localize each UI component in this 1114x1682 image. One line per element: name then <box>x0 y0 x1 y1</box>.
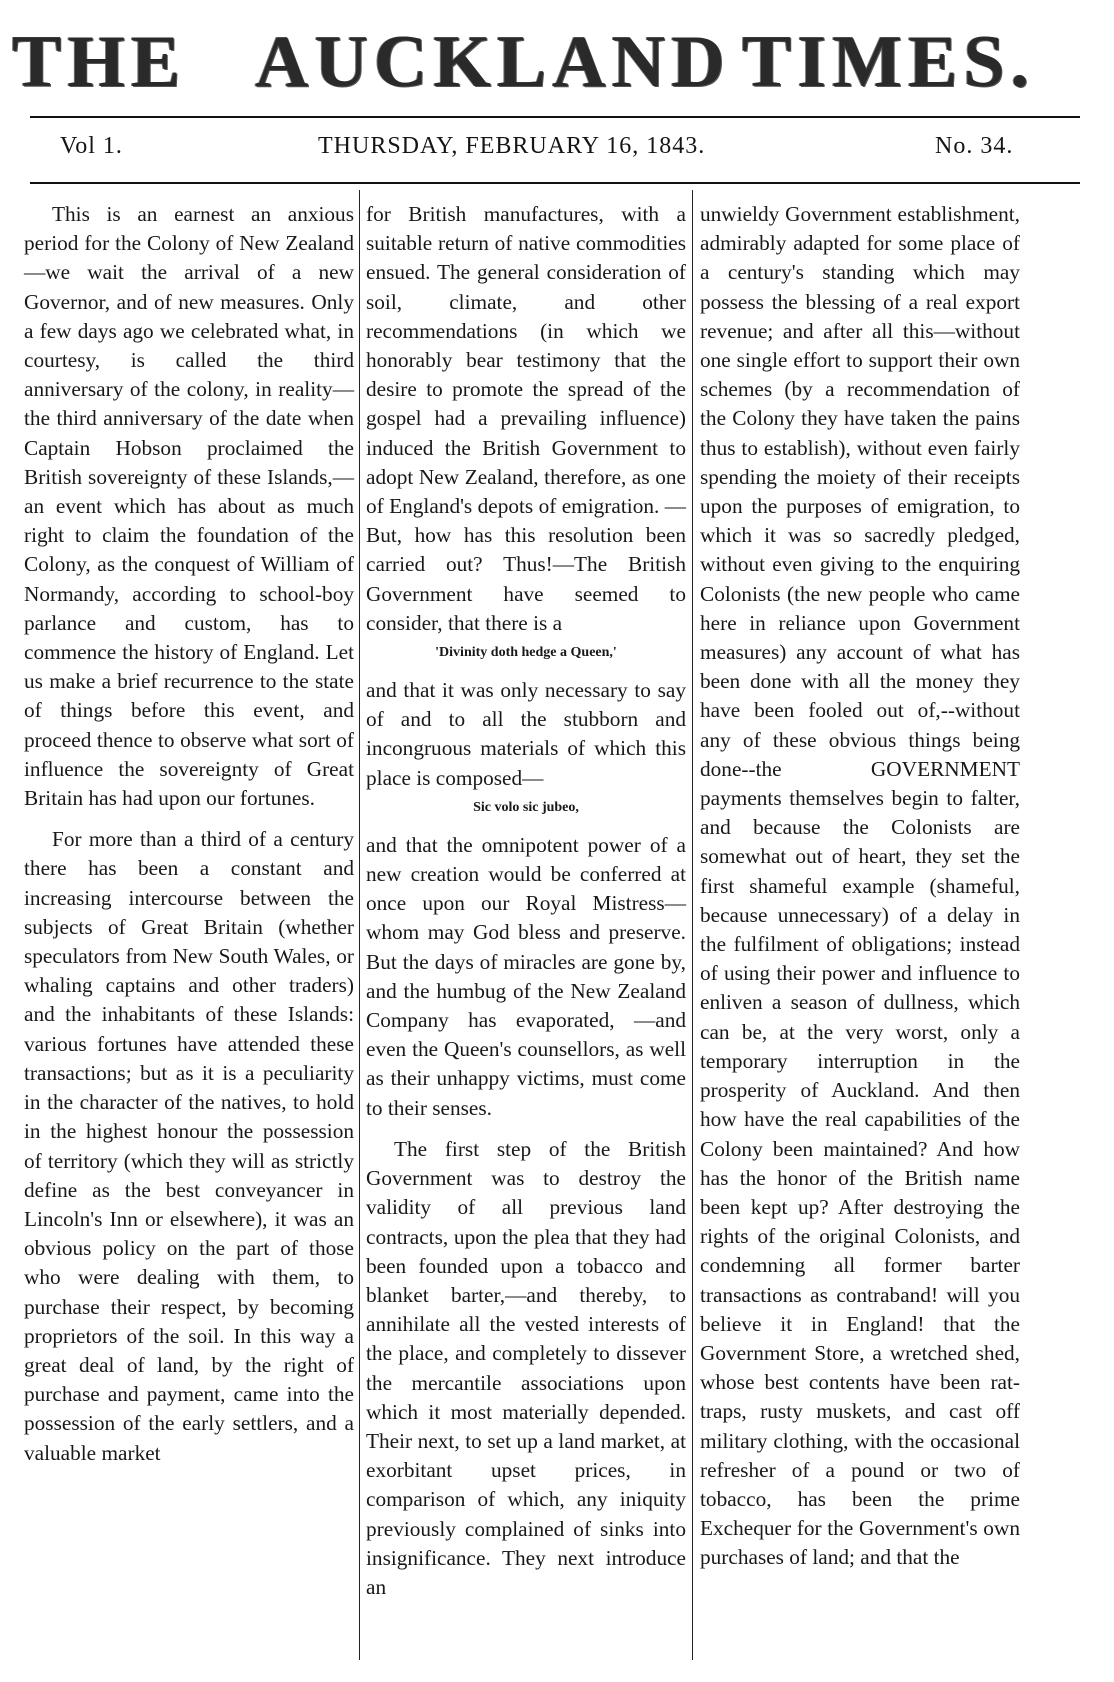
issue-date: THURSDAY, FEBRUARY 16, 1843. <box>318 133 706 159</box>
article-column-1 <box>24 200 354 1468</box>
dateline-rule <box>30 182 1080 184</box>
masthead <box>0 0 1114 110</box>
article-paragraph: For more than a third of a century there has been a constant and increasing intercourse between the subjects of Great Britain (whether speculators from New South Wales, or whaling captains and other traders) and the inhabitants of these Islands: various fortunes have attended these transactions; but as it is a peculiarity in the character of the natives, to hold in the highest honour the possession of territory (which they will as strictly define as the best conveyancer in Lincoln's Inn or elsewhere), it was an obvious policy on the part of those who were dealing with them, to purchase their respect, by becoming proprietors of the soil. In this way a great deal of land, by the right of purchase and payment, came into the possession of the early settlers, and a valuable market <box>24 827 354 1465</box>
article-column-3 <box>700 200 1020 1573</box>
masthead-word-auckland: AUCKLAND <box>255 21 731 103</box>
article-column-2 <box>366 200 686 1602</box>
masthead-word-the: THE <box>12 21 187 103</box>
verse-quotation: 'Divinity doth hedge a Queen,' <box>435 645 617 661</box>
column-divider <box>692 190 693 1660</box>
verse-quotation: Sic volo sic jubeo, <box>473 799 579 815</box>
article-paragraph: The first step of the British Government was to destroy the validity of all previous land contracts, upon the plea that they had been founded upon a tobacco and blanket barter,—and thereby, to annihilate all the vested interests of the place, and completely to dissever the mercantile associations upon which it most materially depended. Their next, to set up a land market, at exorbitant upset prices, in comparison of which, any iniquity previously complained of sinks into insignificance. They next introduce an <box>366 1136 686 1599</box>
article-paragraph: and that it was only necessary to say of and to all the stubborn and incongruous materials of which this place is composed— <box>366 678 686 790</box>
article-paragraph: for British manufactures, with a suitable return of native commodities ensued. The general consideration of soil, climate, and other recommendations (in which we honorably bear testimony that the desire to promote the spread of the gospel had a prevailing influence) induced the British Government to adopt New Zealand, therefore, as one of England's depots of emigration. —But, how has this resolution been carried out? Thus!—The British Government have seemed to consider, that there is a <box>366 202 686 635</box>
article-paragraph: unwieldy Government establishment, admirably adapted for some place of a century's standing which may possess the blessing of a real export revenue; and after all this—without one single effort to support their own schemes (by a recommendation of the Colony they have taken the pains thus to establish), without even fairly spending the moiety of their receipts upon the purposes of emigration, to which it was so sacredly pledged, without even giving to the enquiring Colonists (the new people who came here in reliance upon Government measures) any account of what has been done with all the money they have been fooled out of,--without any of these obvious things being done--the GOVERNMENT payments themselves begin to falter, and because the Colonists are somewhat out of heart, they set the first shameful example (shameful, because unnecessary) of a delay in the fulfilment of obligations; instead of using their power and influence to enliven a season of dullness, which can be, at the very worst, only a temporary interruption in the prosperity of Auckland. And then how have the real capabilities of the Colony been maintained? And how has the honor of the British name been kept up? After destroying the rights of the original Colonists, and condemning all former barter transactions as contraband! will you believe it in England! that the Government Store, a wretched shed, whose best contents have been rat-traps, rusty muskets, and cast off military clothing, with the occasional refresher of a pound or two of tobacco, has been the prime Exchequer for the Government's own purchases of land; and that the <box>700 202 1020 1570</box>
volume-label: Vol 1. <box>60 133 123 159</box>
article-paragraph: This is an earnest an anxious period for the Colony of New Zealand—we wait the arrival of a new Governor, and of new measures. Only a few days ago we celebrated what, in courtesy, is called the third anniversary of the colony, in reality—the third anniversary of the date when Captain Hobson proclaimed the British sovereignty of these Islands,—an event which has about as much right to claim the foundation of the Colony, as the conquest of William of Normandy, according to school-boy parlance and custom, has to commence the history of England. Let us make a brief recurrence to the state of things before this event, and proceed thence to observe what sort of influence the sovereignty of Great Britain has had upon our fortunes. <box>24 202 354 811</box>
article-paragraph: and that the omnipotent power of a new creation would be conferred at once upon our Royal Mistress—whom may God bless and preserve. But the days of miracles are gone by, and the humbug of the New Zealand Company has evaporated, —and even the Queen's counsellors, as well as their unhappy victims, must come to their senses. <box>366 832 686 1120</box>
masthead-rule <box>30 116 1080 118</box>
column-divider <box>359 190 360 1660</box>
masthead-word-times: TIMES. <box>742 21 1036 103</box>
issue-number: No. 34. <box>935 133 1014 159</box>
